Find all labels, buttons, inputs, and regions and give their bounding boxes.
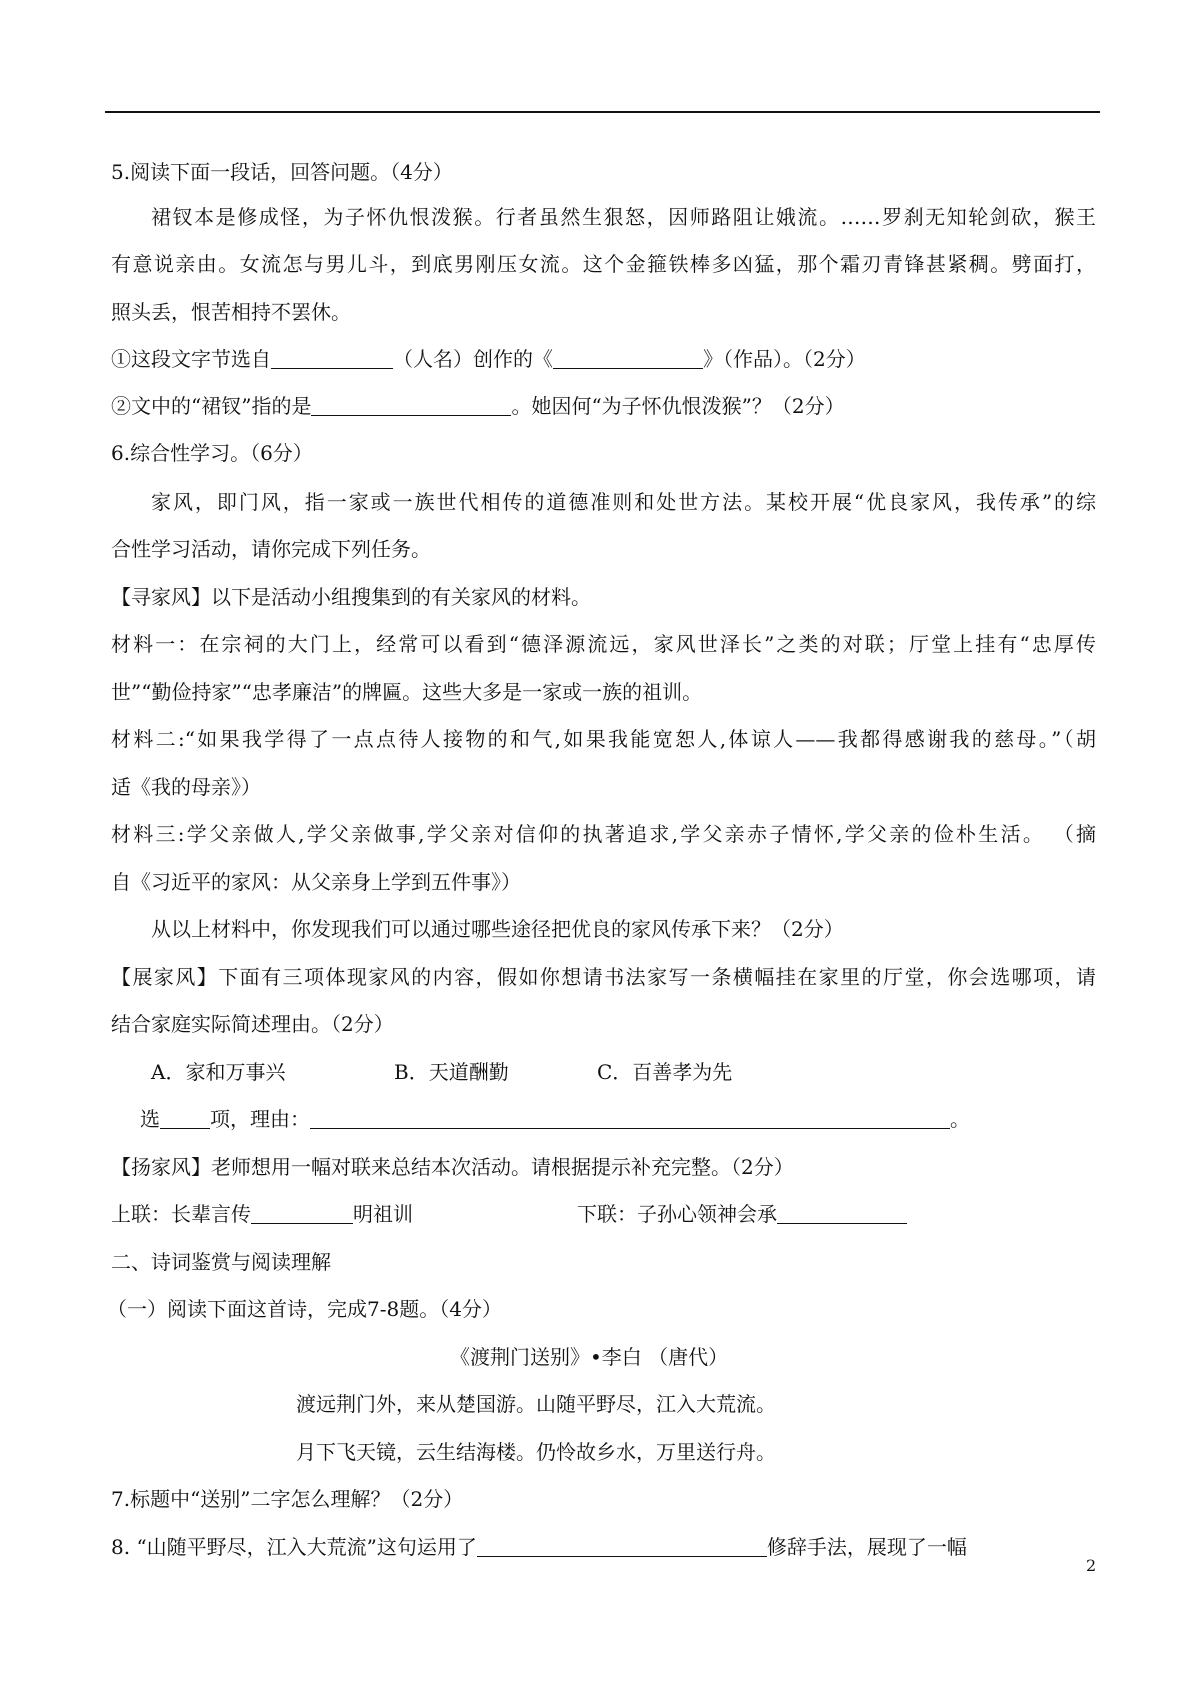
couplet-upper-prefix: 上联：长辈言传 (111, 1202, 251, 1226)
choose-line (140, 1107, 970, 1131)
section-2-part-1: （一）阅读下面这首诗，完成7-8题。（4分） (107, 1297, 502, 1321)
author-answer-blank[interactable] (271, 348, 393, 369)
q6-heading: 6.综合性学习。（6分） (111, 441, 313, 465)
q5-sub2 (111, 394, 845, 418)
couplet-lower-blank[interactable] (777, 1203, 907, 1224)
q5-sub1-suffix: 》（作品）。（2分） (703, 347, 866, 371)
option-a: A．家和万事兴 (151, 1060, 286, 1084)
q5-sub2-prefix: ②文中的“裙钗”指的是 (111, 394, 312, 418)
page-number: 2 (1086, 1556, 1097, 1575)
qunchai-answer-blank[interactable] (311, 395, 511, 416)
material-1-line-2: 世”“勤俭持家”“忠孝廉洁”的牌匾。这些大多是一家或一族的祖训。 (111, 680, 703, 704)
q8-question (111, 1535, 967, 1559)
q7-question: 7.标题中“送别”二字怎么理解？（2分） (111, 1487, 464, 1511)
couplet-upper-blank[interactable] (251, 1203, 353, 1224)
material-3-line-1: 材料三:学父亲做人,学父亲做事,学父亲对信仰的执著追求,学父亲赤子情怀,学父亲的俭朴生活。 （摘 (111, 822, 1096, 846)
option-choice-blank[interactable] (160, 1108, 210, 1129)
q5-passage-line-3: 照头丢，恨苦相持不罢休。 (111, 300, 351, 324)
option-b: B．天道酬勤 (394, 1060, 509, 1084)
reason-answer-blank[interactable] (310, 1108, 950, 1129)
q6-intro-line-2: 合性学习活动，请你完成下列任务。 (111, 537, 431, 561)
work-answer-blank[interactable] (553, 348, 703, 369)
q5-sub1 (111, 347, 866, 371)
q5-sub1-prefix: ①这段文字节选自 (111, 347, 271, 371)
material-3-line-2: 自《习近平的家风：从父亲身上学到五件事》） (111, 870, 521, 894)
q5-heading: 5.阅读下面一段话，回答问题。（4分） (111, 160, 453, 184)
material-1-line-1: 材料一：在宗祠的大门上，经常可以看到“德泽源流远，家风世泽长”之类的对联；厅堂上挂有“忠厚传 (111, 632, 1096, 656)
couplet-lower (577, 1202, 907, 1226)
material-2-line-1: 材料二:“如果我学得了一点点待人接物的和气,如果我能宽恕人,体谅人——我都得感谢我的慈母。”（胡 (111, 727, 1096, 751)
poem-line-1: 渡远荆门外，来从楚国游。山随平野尽，江入大荒流。 (296, 1392, 776, 1416)
couplet-upper-suffix: 明祖训 (353, 1202, 413, 1226)
q6-show-line-2: 结合家庭实际简述理由。（2分） (111, 1012, 394, 1036)
choose-middle: 项，理由： (210, 1107, 310, 1131)
q6-spread-heading: 【扬家风】老师想用一幅对联来总结本次活动。请根据提示补充完整。（2分） (111, 1155, 794, 1179)
couplet-lower-prefix: 下联：子孙心领神会承 (577, 1202, 777, 1226)
q6-find-question: 从以上材料中，你发现我们可以通过哪些途径把优良的家风传承下来？（2分） (151, 917, 844, 941)
q6-show-line-1: 【展家风】下面有三项体现家风的内容，假如你想请书法家写一条横幅挂在家里的厅堂，你会选哪项，请 (111, 965, 1096, 989)
couplet-upper (111, 1202, 413, 1226)
material-2-line-2: 适《我的母亲》） (111, 775, 261, 799)
q8-suffix: 修辞手法，展现了一幅 (766, 1535, 967, 1559)
q6-find-heading: 【寻家风】以下是活动小组搜集到的有关家风的材料。 (111, 585, 591, 609)
q6-intro-line-1: 家风，即门风，指一家或一族世代相传的道德准则和处世方法。某校开展“优良家风，我传承”的综 (151, 490, 1096, 514)
choose-prefix: 选 (140, 1107, 160, 1131)
q5-passage-line-2: 有意说亲由。女流怎与男儿斗，到底男刚压女流。这个金箍铁棒多凶猛，那个霜刃青锋甚紧稠。劈面打， (111, 252, 1096, 276)
section-2-heading: 二、诗词鉴赏与阅读理解 (111, 1250, 331, 1274)
poem-title: 《渡荆门送别》•李白 （唐代） (450, 1345, 729, 1369)
q5-sub2-suffix: 。她因何“为子怀仇恨泼猴”？（2分） (511, 394, 845, 418)
q8-prefix: 8. “山随平野尽，江入大荒流”这句运用了 (111, 1535, 477, 1559)
q5-sub1-middle: （人名）创作的《 (393, 347, 553, 371)
poem-line-2: 月下飞天镜，云生结海楼。仍怜故乡水，万里送行舟。 (296, 1440, 776, 1464)
rhetoric-answer-blank[interactable] (477, 1536, 767, 1557)
option-c: C．百善孝为先 (597, 1060, 733, 1084)
header-rule (105, 111, 1100, 113)
q5-passage-line-1: 裙钗本是修成怪，为子怀仇恨泼猴。行者虽然生狠怒，因师路阻让娥流。……罗刹无知轮剑砍，猴王 (151, 205, 1096, 229)
choose-suffix: 。 (950, 1107, 970, 1131)
